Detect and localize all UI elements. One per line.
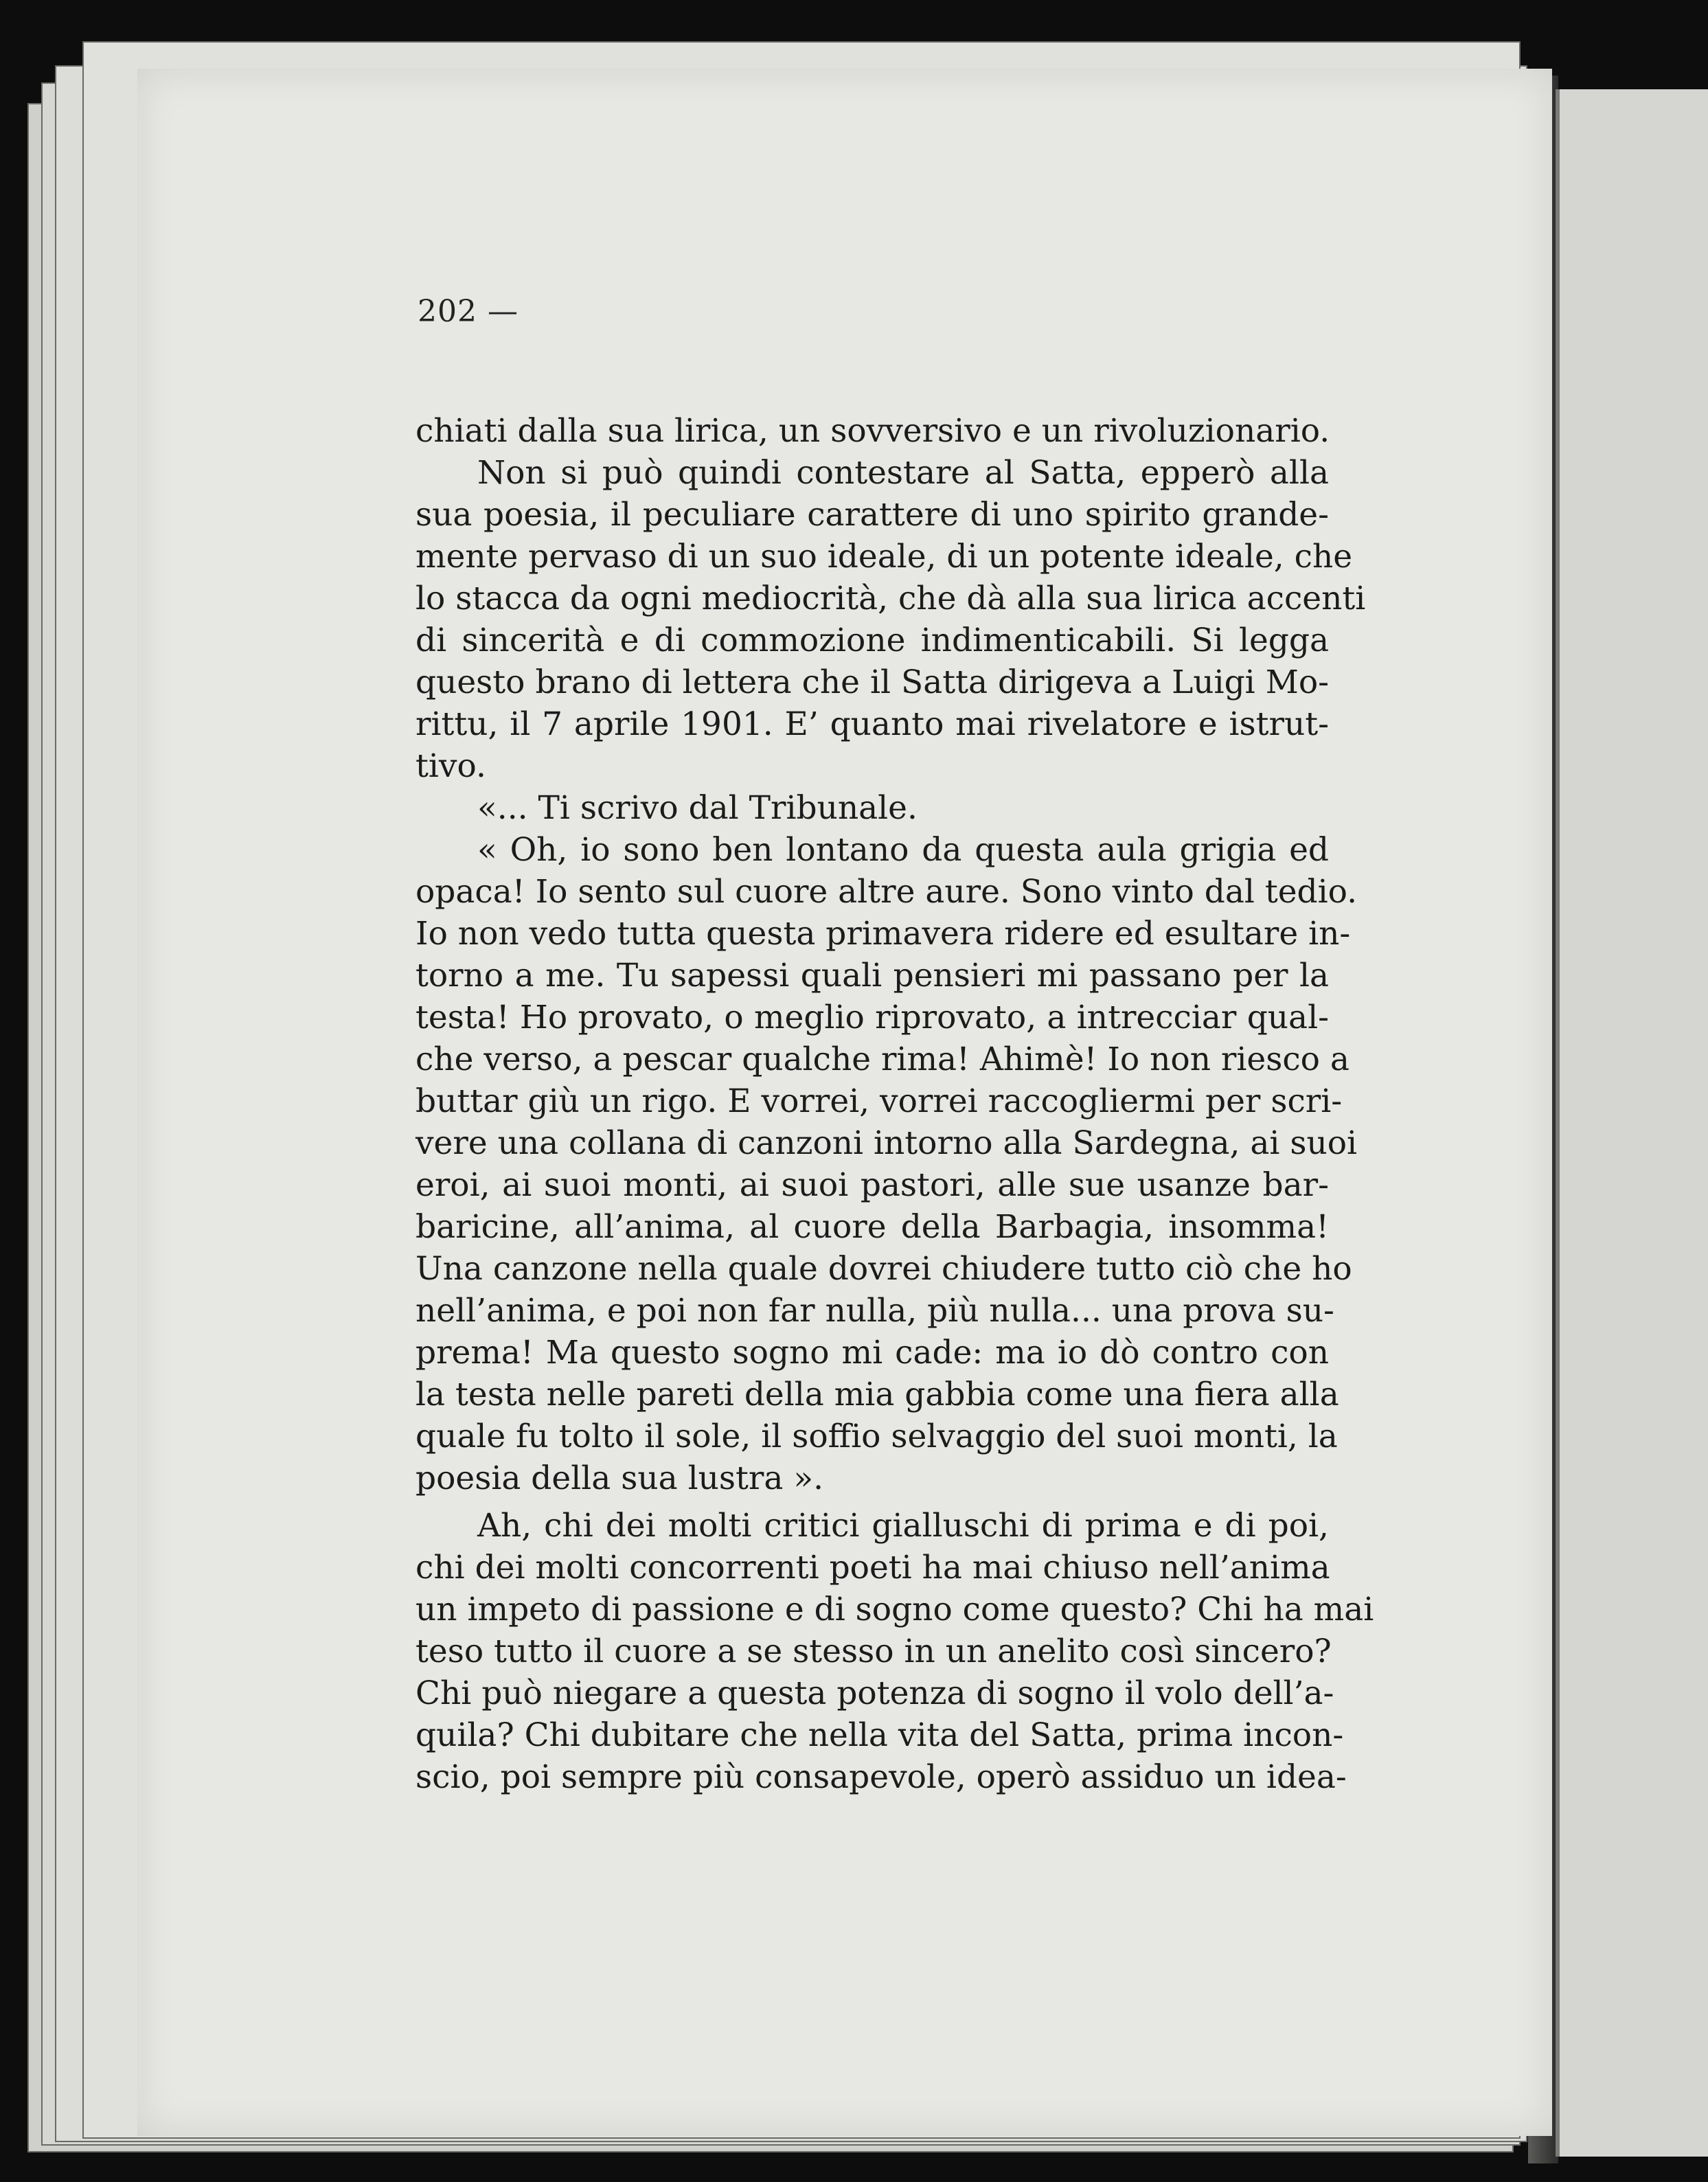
text-line: che verso, a pescar qualche rima! Ahimè! Io non riesco a — [415, 1041, 1350, 1078]
text-line: Una canzone nella quale dovrei chiudere tutto ciò che ho — [415, 1250, 1352, 1288]
text-line: la testa nelle pareti della mia gabbia come una fiera alla — [415, 1376, 1339, 1413]
text-line: rittu, il 7 aprile 1901. E’ quanto mai rivelatore e istrut- — [415, 705, 1329, 743]
text-line: chi dei molti concorrenti poeti ha mai chiuso nell’anima — [415, 1549, 1330, 1587]
text-line: sua poesia, il peculiare carattere di uno spirito grande- — [415, 496, 1329, 534]
text-line: testa! Ho provato, o meglio riprovato, a intrecciar qual- — [415, 999, 1329, 1036]
text-line: vere una collana di canzoni intorno alla Sardegna, ai suoi — [415, 1124, 1358, 1162]
body-text — [415, 410, 1374, 1798]
text-line: Ah, chi dei molti critici gialluschi di prima e di poi, — [477, 1507, 1329, 1545]
text-line: quila? Chi dubitare che nella vita del Satta, prima incon- — [415, 1716, 1344, 1754]
text-line: mente pervaso di un suo ideale, di un potente ideale, che — [415, 538, 1353, 576]
text-line: prema! Ma questo sogno mi cade: ma io dò contro con — [415, 1334, 1329, 1372]
text-line: eroi, ai suoi monti, ai suoi pastori, alle sue usanze bar- — [415, 1166, 1329, 1204]
page-number: 202 — — [418, 294, 519, 329]
text-line: scio, poi sempre più consapevole, operò assiduo un idea- — [415, 1758, 1347, 1796]
text-line: tivo. — [415, 747, 486, 785]
text-line: quale fu tolto il sole, il soffio selvaggio del suoi monti, la — [415, 1418, 1338, 1455]
text-line: opaca! Io sento sul cuore altre aure. Sono vinto dal tedio. — [415, 873, 1358, 911]
text-line: di sincerità e di commozione indimenticabili. Si legga — [415, 622, 1329, 659]
facing-page — [1556, 89, 1708, 2157]
text-line: lo stacca da ogni mediocrità, che dà alla sua lirica accenti — [415, 580, 1366, 617]
text-line: buttar giù un rigo. E vorrei, vorrei raccogliermi per scri- — [415, 1082, 1343, 1120]
text-line: baricine, all’anima, al cuore della Barbagia, insomma! — [415, 1208, 1329, 1246]
text-line: « Oh, io sono ben lontano da questa aula grigia ed — [477, 831, 1329, 869]
text-line: un impeto di passione e di sogno come questo? Chi ha mai — [415, 1591, 1374, 1628]
text-line: Chi può niegare a questa potenza di sogno il volo dell’a- — [415, 1674, 1334, 1712]
text-line: «... Ti scrivo dal Tribunale. — [477, 789, 918, 827]
text-line: torno a me. Tu sapessi quali pensieri mi passano per la — [415, 957, 1329, 995]
text-line: Io non vedo tutta questa primavera ridere ed esultare in- — [415, 915, 1351, 953]
text-line: chiati dalla sua lirica, un sovversivo e un rivoluzionario. — [415, 412, 1330, 450]
text-line: Non si può quindi contestare al Satta, epperò alla — [477, 454, 1329, 492]
text-line: teso tutto il cuore a se stesso in un anelito così sincero? — [415, 1633, 1332, 1670]
text-line: questo brano di lettera che il Satta dirigeva a Luigi Mo- — [415, 663, 1329, 701]
text-line: nell’anima, e poi non far nulla, più nulla... una prova su- — [415, 1292, 1334, 1330]
text-line: poesia della sua lustra ». — [415, 1459, 824, 1497]
